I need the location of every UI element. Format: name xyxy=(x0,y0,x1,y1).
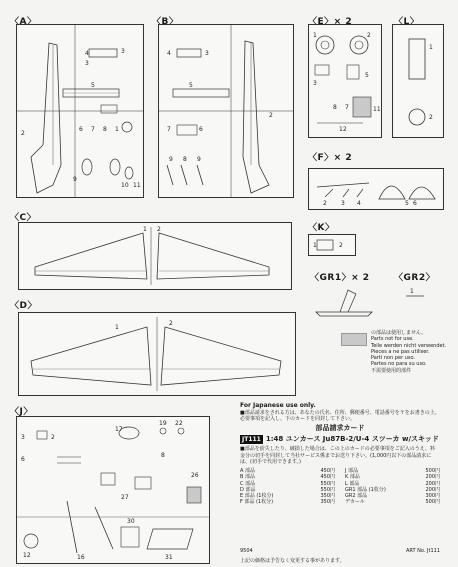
svg-text:8: 8 xyxy=(161,452,165,459)
sprue-frame-d xyxy=(18,312,296,396)
svg-text:7: 7 xyxy=(167,126,171,133)
unused-parts-legend xyxy=(371,330,446,374)
sprue-e-drawing xyxy=(309,25,381,137)
sprue-j-drawing xyxy=(17,417,209,563)
sprue-frame-a xyxy=(16,24,144,198)
svg-text:6: 6 xyxy=(79,126,83,133)
svg-text:11: 11 xyxy=(133,182,141,189)
svg-text:5: 5 xyxy=(365,72,369,79)
svg-text:3: 3 xyxy=(341,200,345,207)
sprue-a-drawing xyxy=(17,25,143,197)
svg-text:2: 2 xyxy=(269,112,273,119)
sprue-frame-e xyxy=(308,24,382,138)
svg-text:1: 1 xyxy=(115,324,119,331)
svg-text:1: 1 xyxy=(143,226,147,233)
sprue-d-drawing xyxy=(19,313,295,395)
sprue-frame-j xyxy=(16,416,210,564)
frame-label-l: 〈L〉 xyxy=(394,17,420,27)
sprue-frame-c xyxy=(18,222,292,290)
svg-text:8: 8 xyxy=(103,126,107,133)
sprue-k-drawing xyxy=(309,235,355,255)
svg-text:2: 2 xyxy=(157,226,161,233)
svg-text:16: 16 xyxy=(77,554,85,561)
svg-text:2: 2 xyxy=(21,130,25,137)
sprue-b-drawing xyxy=(159,25,293,197)
svg-text:4: 4 xyxy=(167,50,171,57)
parts-price-list xyxy=(240,468,440,506)
sprue-frame-b xyxy=(158,24,294,198)
frame-label-gr1: 〈GR1〉× 2 xyxy=(310,273,370,283)
svg-text:26: 26 xyxy=(191,472,199,479)
price-row: D 部品 550円 xyxy=(240,486,335,493)
price-row: E 部品 (1枚分) 350円 xyxy=(240,493,335,499)
order-notes: ■部品を紛失したり、破損した場合は、この上のカードの必要事項をご記入のうえ、料金分の切手を同封して当社サービス係までお送り下さい。(1,000円以下の部品請求には、(切手で代用できます。) xyxy=(240,446,436,465)
legend-line: Partes no para su uso. xyxy=(371,361,427,368)
svg-text:2: 2 xyxy=(429,114,433,121)
svg-text:1: 1 xyxy=(410,288,414,295)
gr2-part-drawing xyxy=(400,284,430,304)
svg-text:2: 2 xyxy=(323,200,327,207)
japanese-use-notice: For Japanese use only. xyxy=(240,402,316,409)
price-row: GR1 部品 (1枚分) 200円 xyxy=(345,486,440,493)
unused-parts-swatch xyxy=(341,333,367,346)
kit-name: 1:48 ユンカース Ju87B-2/U-4 スツーカ w/スキッド xyxy=(265,435,439,444)
frame-label-d: 〈D〉 xyxy=(10,301,37,311)
svg-text:2: 2 xyxy=(51,434,55,441)
art-number: ART No. Jt111 xyxy=(405,548,440,554)
legend-line: Parti non per uso. xyxy=(371,355,416,361)
price-row: K 部品 200円 xyxy=(345,474,440,481)
svg-text:2: 2 xyxy=(169,320,173,327)
svg-text:30: 30 xyxy=(127,518,135,525)
svg-text:1: 1 xyxy=(313,32,317,39)
price-row: GR2 部品 300円 xyxy=(345,493,440,499)
order-codes xyxy=(240,548,440,554)
legend-line: Pieces a ne pas utiliser. xyxy=(371,348,430,355)
svg-text:2: 2 xyxy=(367,32,371,39)
svg-text:27: 27 xyxy=(121,494,129,501)
price-row: F 部品 (1枚分) 350円 xyxy=(240,499,335,506)
svg-text:7: 7 xyxy=(91,126,95,133)
parts-order-panel xyxy=(240,402,440,562)
order-card-title: 部品請求カード xyxy=(315,424,365,432)
svg-text:8: 8 xyxy=(183,156,187,163)
svg-text:2: 2 xyxy=(339,242,343,249)
catalog-code: 9504 xyxy=(240,548,253,554)
svg-text:1: 1 xyxy=(313,242,317,249)
sprue-frame-k xyxy=(308,234,356,256)
svg-text:4: 4 xyxy=(85,50,89,57)
price-row: L 部品 200円 xyxy=(345,480,440,487)
svg-text:3: 3 xyxy=(21,434,25,441)
svg-text:9: 9 xyxy=(197,156,201,163)
svg-text:9: 9 xyxy=(73,176,77,183)
price-row: B 部品 450円 xyxy=(240,474,335,481)
legend-line: の部品は使用しません。 xyxy=(371,330,427,336)
svg-text:5: 5 xyxy=(189,82,193,89)
frame-label-e: 〈E〉× 2 xyxy=(308,17,353,27)
sprue-frame-l xyxy=(392,24,444,138)
frame-label-k: 〈K〉 xyxy=(308,223,335,233)
svg-text:11: 11 xyxy=(373,106,381,113)
sprue-c-drawing xyxy=(19,223,291,289)
frame-label-c: 〈C〉 xyxy=(10,213,37,223)
svg-text:12: 12 xyxy=(23,552,31,559)
kit-number: JT111 xyxy=(242,435,261,443)
kit-header xyxy=(240,435,440,445)
frame-label-b: 〈B〉 xyxy=(152,17,179,27)
svg-text:3: 3 xyxy=(85,60,89,67)
price-row: デカール 500円 xyxy=(345,499,440,506)
svg-text:9: 9 xyxy=(169,156,173,163)
svg-text:12: 12 xyxy=(339,126,347,133)
sprue-frame-f xyxy=(308,168,444,210)
svg-text:5: 5 xyxy=(405,200,409,207)
svg-text:31: 31 xyxy=(165,554,173,561)
svg-text:8: 8 xyxy=(333,104,337,111)
legend-line: Parts not for use. xyxy=(371,336,414,343)
svg-text:3: 3 xyxy=(121,48,125,55)
svg-text:6: 6 xyxy=(21,456,25,463)
svg-text:4: 4 xyxy=(357,200,361,207)
svg-text:3: 3 xyxy=(313,80,317,87)
sprue-f-drawing xyxy=(309,169,443,209)
frame-label-a: 〈A〉 xyxy=(10,17,37,27)
svg-text:6: 6 xyxy=(199,126,203,133)
frame-label-j: 〈J〉 xyxy=(10,407,33,417)
svg-text:22: 22 xyxy=(175,420,183,427)
price-row: A 部品 450円 xyxy=(240,468,335,474)
order-intro: ■部品請求をされる方は、あなたの氏名、住所、郵便番号、電話番号を〒をお書きの上、必要事項を記入し、下のカードを同封して下さい。 xyxy=(240,409,440,422)
gr1-part-drawing xyxy=(312,282,376,322)
svg-text:3: 3 xyxy=(205,50,209,57)
svg-text:7: 7 xyxy=(345,104,349,111)
svg-text:6: 6 xyxy=(413,200,417,207)
svg-text:1: 1 xyxy=(115,126,119,133)
price-row: J 部品 500円 xyxy=(345,468,440,474)
price-row: C 部品 550円 xyxy=(240,480,335,487)
sprue-l-drawing xyxy=(393,25,443,137)
svg-text:17: 17 xyxy=(115,426,123,433)
svg-text:5: 5 xyxy=(91,82,95,89)
svg-text:10: 10 xyxy=(121,182,129,189)
legend-line: 不需要使用的部件 xyxy=(371,367,412,374)
svg-text:19: 19 xyxy=(159,420,167,427)
svg-text:1: 1 xyxy=(429,44,433,51)
frame-label-gr2: 〈GR2〉 xyxy=(394,273,436,283)
price-footnote: 上記の価格は予告なく変更する事があります。 xyxy=(240,558,345,564)
legend-line: Teile werden nicht verwendet. xyxy=(371,342,447,349)
frame-label-f: 〈F〉× 2 xyxy=(308,153,353,163)
